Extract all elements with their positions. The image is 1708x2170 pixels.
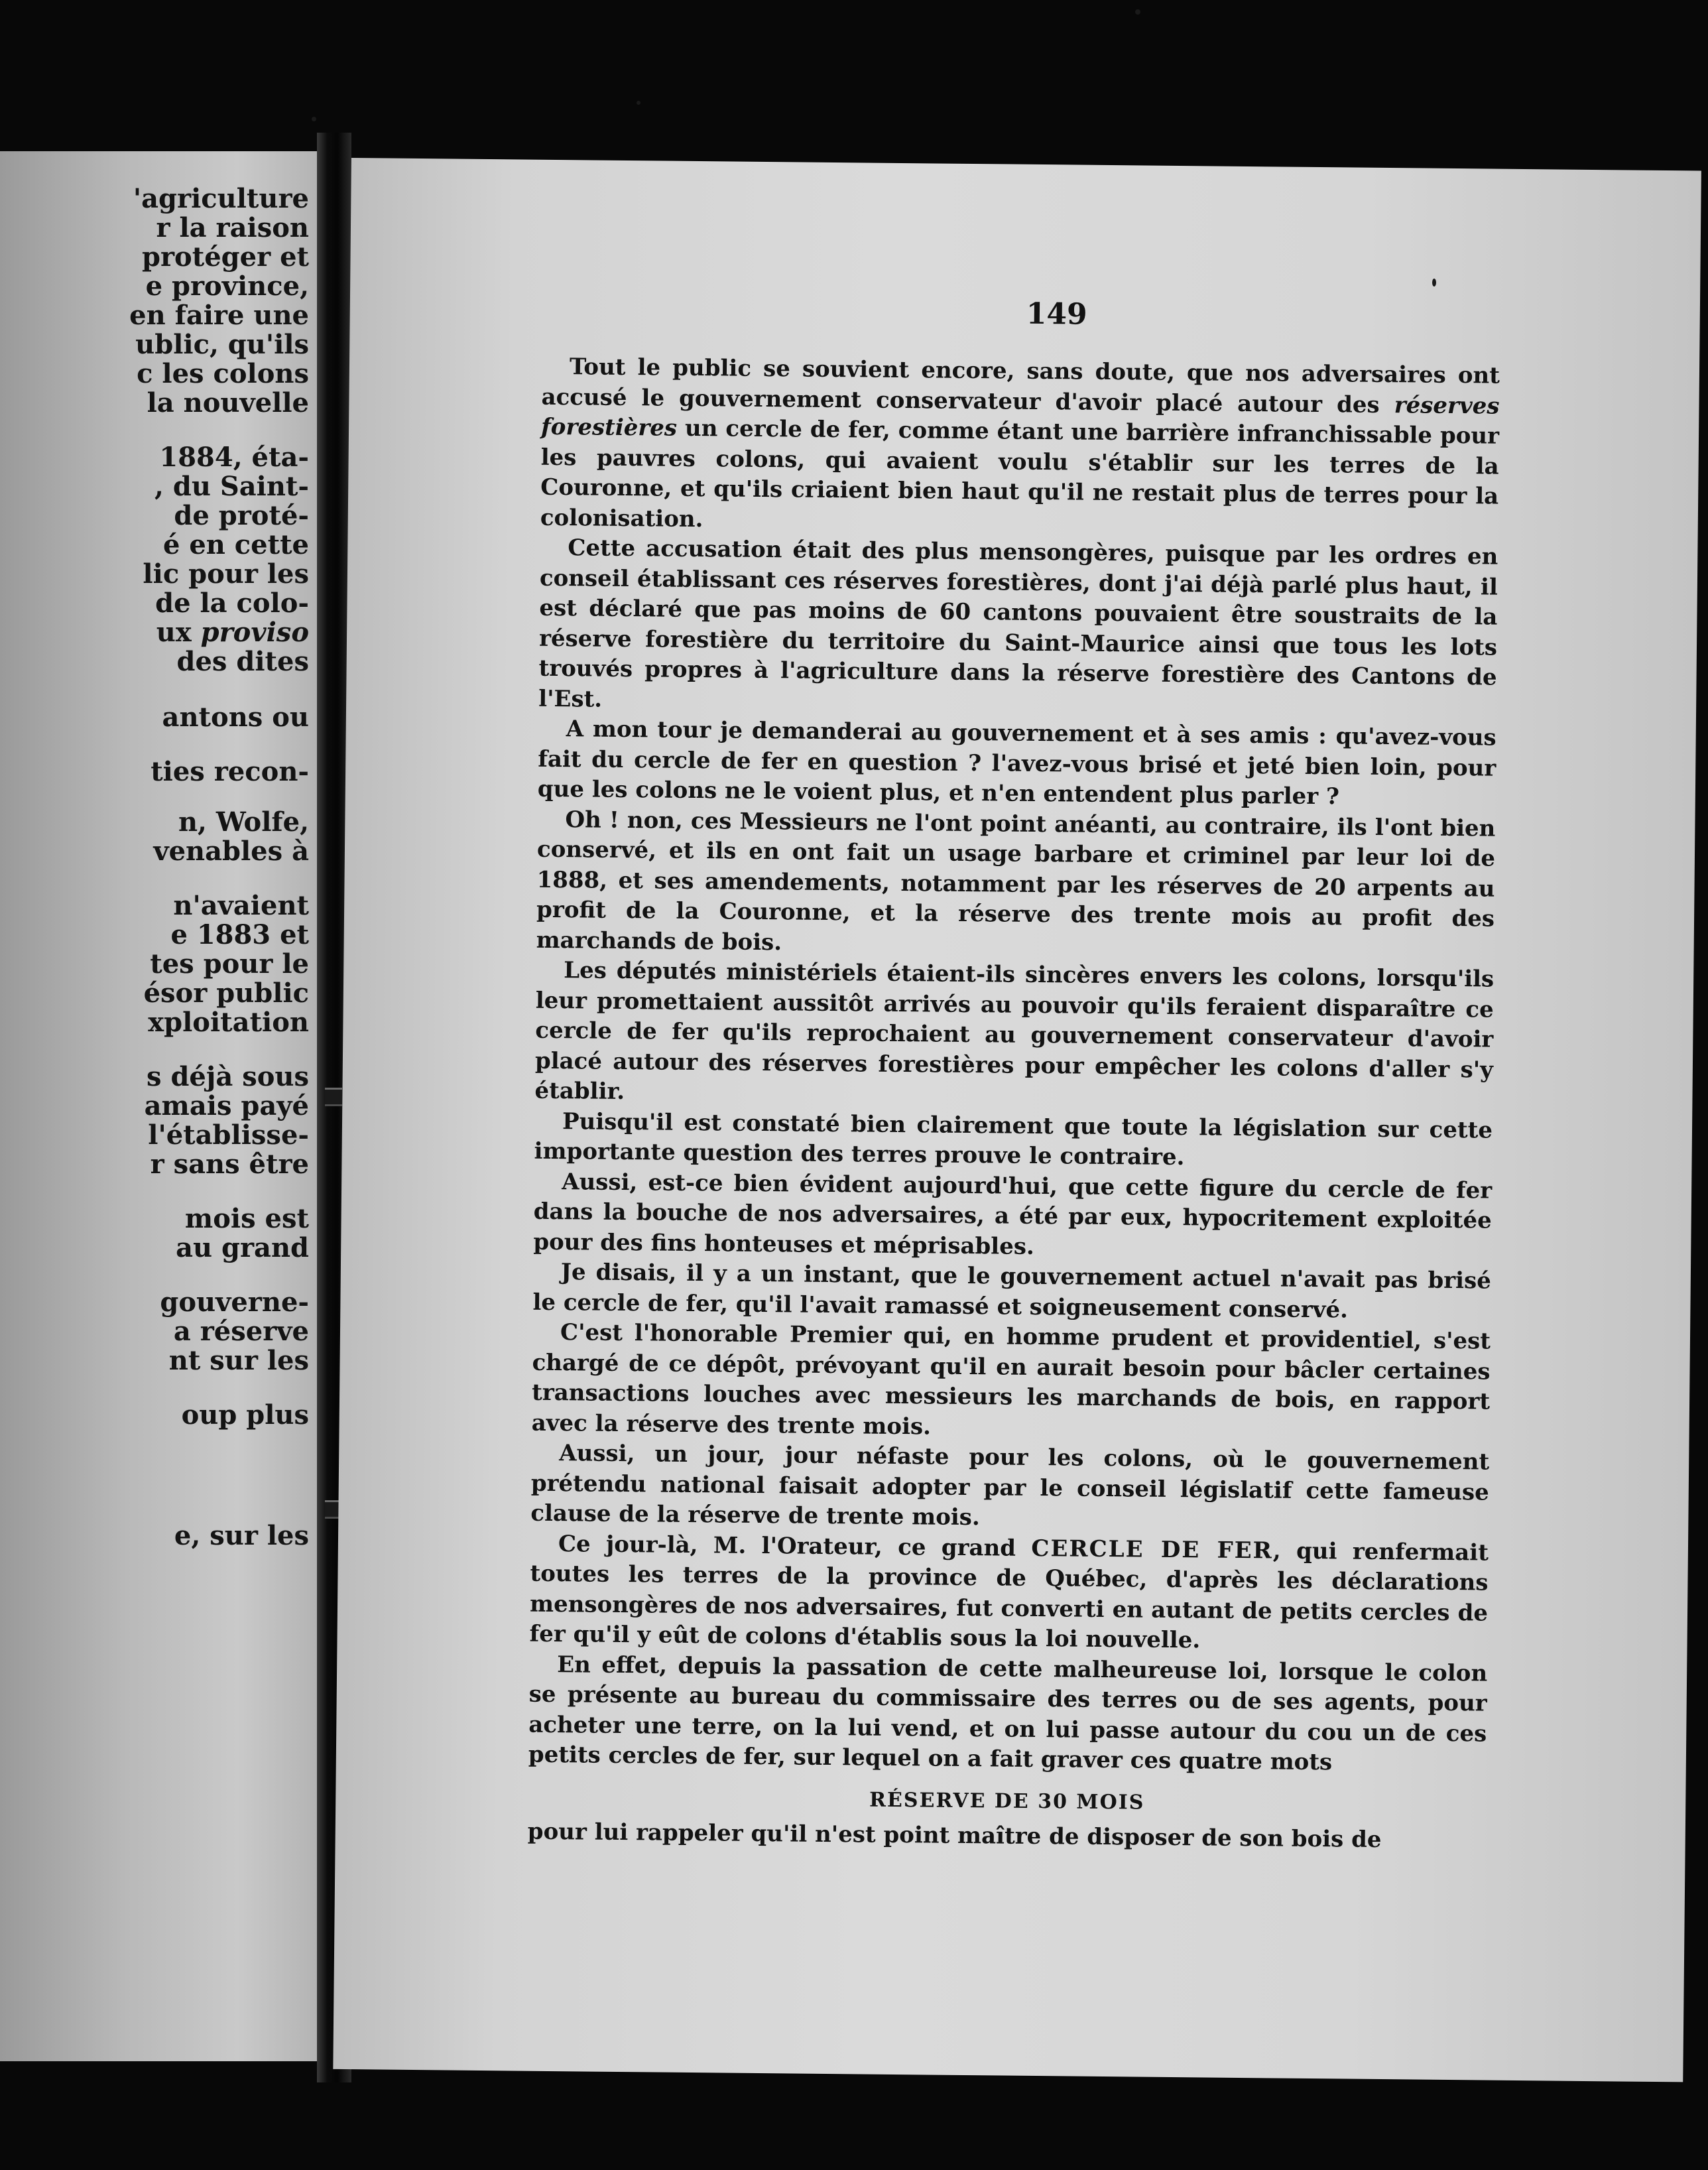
left-page-line: protéger et <box>142 241 309 273</box>
italic-word: proviso <box>200 617 309 648</box>
left-page-line: c les colons <box>137 358 309 389</box>
paragraph-2: Cette accusation était des plus mensongères, puisque par les ordres en conseil établissant ces réserves forestières, dont j'ai déjà parlé plus haut, il est déclaré que pas moins de 60 cantons pouvaient être soustraits de la réserve forestière du territoire du Saint-Maurice ainsi que tous les lots trouvés propres à l'agriculture dans la réserve forestière des Cantons de l'Est. <box>538 535 1498 713</box>
left-page-line: de proté- <box>174 500 309 531</box>
left-page-line: e 1883 et <box>170 919 309 950</box>
left-page-line: antons ou <box>162 702 309 733</box>
paragraph-11: Ce jour-là, M. l'Orateur, ce grand CERCLE DE FER, qui renfermait toutes les terres de la province de Québec, d'après les déclarations mensongères de nos adversaires, fut converti en autant de petits cercles de fer qu'il y eût de colons d'établis sous la loi nouvelle. <box>529 1530 1489 1654</box>
left-page-line: é en cette <box>162 529 309 560</box>
small-caps-phrase: CERCLE DE FER <box>1031 1535 1274 1564</box>
left-page-line: la nouvelle <box>147 387 309 418</box>
dust-speck <box>1135 9 1140 15</box>
left-page-line: de la colo- <box>155 588 309 619</box>
left-page-line: ublic, qu'ils <box>135 329 309 360</box>
left-page-line: ésor public <box>143 978 309 1009</box>
left-page-line: n'avaient <box>173 890 309 921</box>
left-page-line: a réserve <box>173 1316 309 1347</box>
left-page <box>0 151 317 2061</box>
paragraph-8: Je disais, il y a un instant, que le gouvernement actuel n'avait pas brisé le cercle de fer, qu'il l'avait ramassé et soigneusement conservé. <box>532 1259 1492 1324</box>
left-page-line: oup plus <box>181 1399 309 1431</box>
dust-speck <box>637 101 640 105</box>
dust-speck <box>312 117 316 121</box>
left-page-line: n, Wolfe, <box>178 806 309 838</box>
left-page-line: mois est <box>184 1203 309 1234</box>
left-page-line: ties recon- <box>151 756 309 787</box>
left-page-line: l'établisse- <box>148 1119 309 1151</box>
left-page-line: r sans être <box>150 1149 309 1180</box>
left-page-line: venables à <box>153 836 309 867</box>
left-page-line: 1884, éta- <box>159 442 309 473</box>
dust-speck <box>1432 279 1436 287</box>
right-page <box>333 158 1701 2082</box>
paragraph-7: Aussi, est-ce bien évident aujourd'hui, que cette figure du cercle de fer dans la bouche de nos adversaires, a été par eux, hypocritement exploitée pour des fins honteuses et méprisables. <box>533 1168 1493 1260</box>
left-page-line: ux proviso <box>156 617 309 648</box>
final-line: pour lui rappeler qu'il n'est point maître de disposer de son bois de <box>527 1818 1382 1853</box>
paragraph-4: Oh ! non, ces Messieurs ne l'ont point anéanti, au contraire, ils l'ont bien conservé, et ils en ont fait un usage barbare et criminel par leur loi de 1888, et ses amendements, notamment par les réserves de 20 arpents au profit de la Couronne, et la réserve des trente mois au profit des marchands de bois. <box>536 806 1496 956</box>
italic-phrase: réserves forestières <box>540 391 1500 442</box>
binding-thread-mark <box>325 1088 342 1106</box>
left-page-line: lic pour les <box>143 558 309 590</box>
left-page-line: au grand <box>176 1232 309 1263</box>
left-page-line: s déjà sous <box>147 1061 309 1092</box>
left-page-line: gouverne- <box>160 1287 309 1318</box>
left-page-line: e, sur les <box>174 1520 309 1551</box>
page-body <box>528 352 1500 1856</box>
left-page-line: tes pour le <box>150 948 309 980</box>
paragraph-5: Les députés ministériels étaient-ils sincères envers les colons, lorsqu'ils leur promettaient aussitôt arrivés au pouvoir qu'ils feraient disparaître ce cercle de fer qu'ils reprochaient au gouvernement conservateur d'avoir placé autour des réserves forestières pour empêcher les colons d'aller s'y établir. <box>534 957 1494 1106</box>
left-page-line: des dites <box>176 646 309 677</box>
left-page-line: 'agriculture <box>133 183 309 214</box>
paragraph-12: En effet, depuis la passation de cette malheureuse loi, lorsque le colon se présente au bureau du commissaire des terres ou de ses agents, pour acheter une terre, on la lui vend, et on lui passe autour du cou un de ces petits cercles de fer, sur lequel on a fait graver ces quatre mots <box>528 1651 1488 1776</box>
left-page-line: e province, <box>145 271 309 302</box>
paragraph-10: Aussi, un jour, jour néfaste pour les colons, où le gouvernement prétendu national faisait adopter par le conseil législatif cette fameuse clause de la réserve de trente mois. <box>530 1440 1490 1531</box>
left-page-line: en faire une <box>129 300 309 331</box>
paragraph-1: Tout le public se souvient encore, sans doute, que nos adversaires ont accusé le gouvernement conservateur d'avoir placé autour des réserves forestières un cercle de fer, comme étant une barrière infranchissable pour les pauvres colons, qui avaient voulu s'établir sur les terres de la Couronne, et qu'ils criaient bien haut qu'il ne restait plus de terres pour la colonisation. <box>540 353 1500 533</box>
paragraph-6: Puisqu'il est constaté bien clairement que toute la législation sur cette importante question des terres prouve le contraire. <box>534 1108 1493 1171</box>
left-page-line: , du Saint- <box>154 471 309 502</box>
page-number: 149 <box>1026 296 1087 332</box>
paragraph-9: C'est l'honorable Premier qui, en homme prudent et providentiel, s'est chargé de ce dépôt, prévoyant qu'il en aurait besoin pour bâcler certaines transactions louches avec messieurs les marchands de bois, en rapport avec la réserve des trente mois. <box>531 1319 1491 1440</box>
left-page-line: xploitation <box>148 1007 309 1038</box>
left-page-line: r la raison <box>156 212 309 243</box>
left-page-line: nt sur les <box>168 1345 309 1376</box>
left-page-line: amais payé <box>144 1090 309 1121</box>
paragraph-3: A mon tour je demanderai au gouvernement et à ses amis : qu'avez-vous fait du cercle de fer en question ? l'avez-vous brisé et jeté bien loin, pour que les colons ne le voient plus, et n'en entendent plus parler ? <box>537 716 1496 810</box>
centered-heading: RÉSERVE DE 30 MOIS <box>869 1788 1145 1815</box>
